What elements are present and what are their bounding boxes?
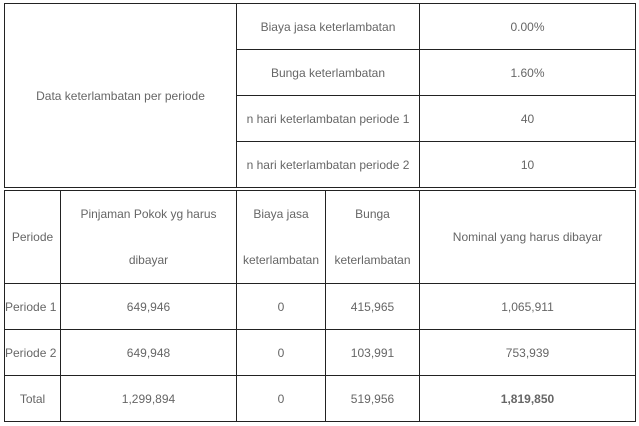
summary-value: 1.60%: [420, 50, 636, 96]
cell-jasa: 0: [237, 330, 326, 376]
cell-bunga: 103,991: [326, 330, 420, 376]
summary-label: n hari keterlambatan periode 2: [237, 142, 420, 188]
summary-label: Biaya jasa keterlambatan: [237, 4, 420, 50]
total-jasa: 0: [237, 376, 326, 422]
late-payment-summary-table: [4, 3, 636, 188]
table-row: [5, 330, 636, 376]
header-bunga-line2: keterlambatan: [334, 253, 411, 267]
summary-title: Data keterlambatan per periode: [5, 4, 237, 188]
header-nominal: Nominal yang harus dibayar: [420, 191, 636, 284]
cell-periode: Periode 1: [5, 284, 61, 330]
cell-pokok: 649,948: [61, 330, 237, 376]
table-row: [5, 284, 636, 330]
total-row: [5, 376, 636, 422]
header-bunga: [326, 191, 420, 284]
header-bunga-line1: Bunga: [355, 207, 390, 221]
header-pokok-line2: dibayar: [128, 253, 169, 267]
header-pokok: [61, 191, 237, 284]
header-row: [5, 191, 636, 284]
total-pokok: 1,299,894: [61, 376, 237, 422]
cell-pokok: 649,946: [61, 284, 237, 330]
total-bunga: 519,956: [326, 376, 420, 422]
summary-value: 40: [420, 96, 636, 142]
header-periode: Periode: [5, 191, 61, 284]
total-label: Total: [5, 376, 61, 422]
total-nominal: 1,819,850: [420, 376, 636, 422]
cell-jasa: 0: [237, 284, 326, 330]
cell-periode: Periode 2: [5, 330, 61, 376]
summary-label: Bunga keterlambatan: [237, 50, 420, 96]
header-jasa: [237, 191, 326, 284]
header-jasa-line2: keterlambatan: [242, 253, 320, 267]
header-jasa-line1: Biaya jasa: [253, 207, 309, 221]
cell-bunga: 415,965: [326, 284, 420, 330]
summary-row: [5, 4, 636, 50]
summary-label: n hari keterlambatan periode 1: [237, 96, 420, 142]
cell-nominal: 753,939: [420, 330, 636, 376]
cell-nominal: 1,065,911: [420, 284, 636, 330]
payment-schedule-table: [4, 190, 636, 422]
header-pokok-line1: Pinjaman Pokok yg harus: [80, 207, 217, 221]
summary-value: 0.00%: [420, 4, 636, 50]
summary-value: 10: [420, 142, 636, 188]
